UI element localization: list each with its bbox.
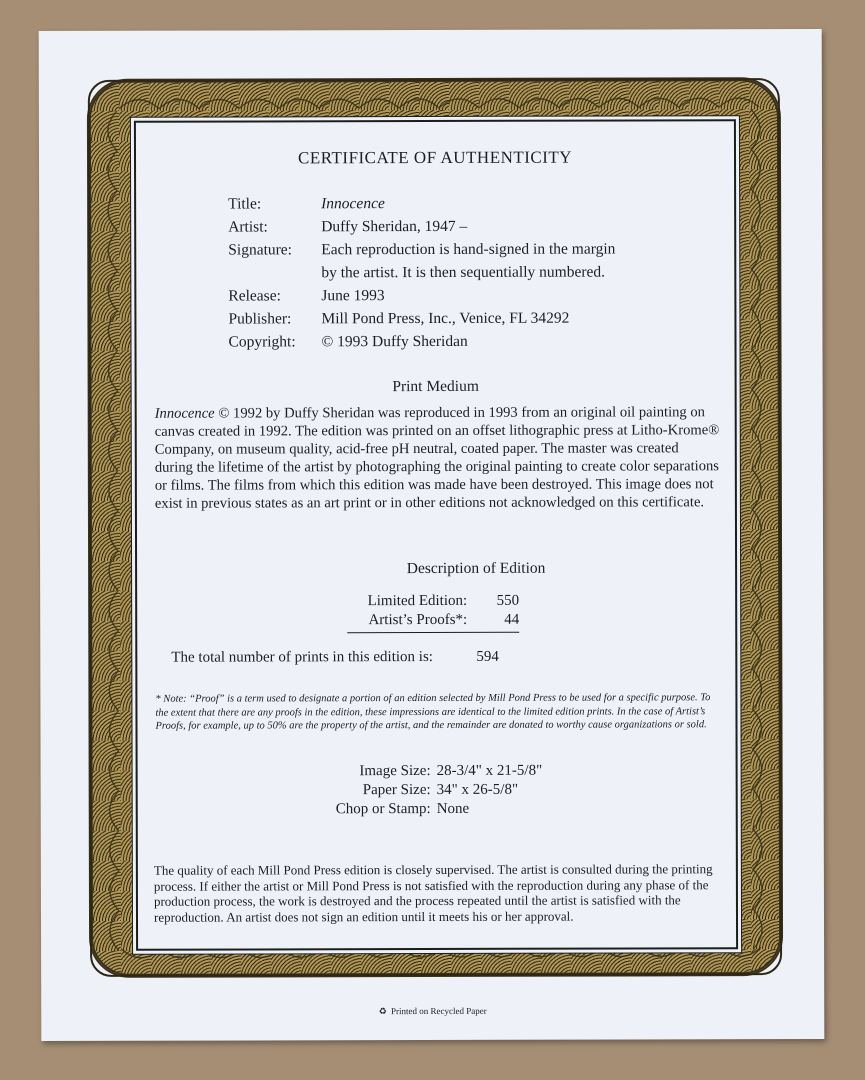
certificate-paper bbox=[39, 29, 825, 1041]
quality-paragraph: The quality of each Mill Pond Press edition is closely supervised. The artist is consulted during the printing process. If either the artist or Mill Pond Press is not satisfied with the reproduction during any phase of the production process, the work is destroyed and the process repeated until the artist is satisfied with the reproduction. An artist does not sign an edition until it meets his or her approval. bbox=[153, 861, 713, 925]
print-medium-heading: Print Medium bbox=[392, 377, 479, 396]
print-medium-paragraph bbox=[155, 403, 720, 512]
size-row bbox=[316, 762, 543, 782]
fact-row-copyright bbox=[228, 329, 666, 353]
fact-row-signature-cont bbox=[228, 260, 666, 284]
fact-row-signature bbox=[228, 237, 666, 261]
fact-label: Copyright: bbox=[228, 333, 296, 351]
proof-note: * Note: “Proof” is a term used to designate a portion of an edition selected by Mill Pond Press to be used for a specific purpose. To the extent that there are any proofs in the edition, these impressions are identical to the limited edition prints. In the case of Artist’s Proofs, for example, up to 50% are the property of the artist, and the remainder are donated to worthy cause organizations or sold. bbox=[155, 692, 711, 732]
total-value: 594 bbox=[476, 648, 499, 665]
size-label: Paper Size: bbox=[362, 782, 431, 799]
fact-row-release bbox=[228, 283, 666, 307]
certificate-body bbox=[134, 119, 738, 951]
size-label: Image Size: bbox=[359, 763, 431, 780]
total-prints bbox=[171, 649, 511, 667]
size-label: Chop or Stamp: bbox=[335, 801, 431, 818]
edition-value: 550 bbox=[496, 592, 520, 609]
edition-label: Artist’s Proofs*: bbox=[368, 611, 468, 629]
fact-label: Artist: bbox=[228, 218, 268, 236]
fact-label: Title: bbox=[228, 195, 262, 213]
artwork-title: Innocence bbox=[154, 405, 215, 422]
edition-table bbox=[347, 592, 519, 633]
total-label: The total number of prints in this edition is: bbox=[171, 648, 433, 666]
fact-value: by the artist. It is then sequentially numbered. bbox=[321, 263, 606, 282]
footer-text: Printed on Recycled Paper bbox=[391, 1005, 487, 1017]
size-row bbox=[316, 781, 543, 801]
sizes-list bbox=[316, 762, 543, 820]
fact-row-publisher bbox=[228, 306, 666, 330]
fact-value: June 1993 bbox=[321, 287, 385, 305]
fact-label: Release: bbox=[228, 287, 281, 305]
fact-label: Publisher: bbox=[228, 310, 292, 328]
fact-label bbox=[228, 261, 321, 284]
size-value: None bbox=[436, 800, 470, 817]
fact-label: Signature: bbox=[228, 241, 292, 259]
facts-list bbox=[228, 191, 666, 353]
size-value: 34" x 26-5/8" bbox=[436, 781, 519, 798]
fact-value: Innocence bbox=[321, 195, 385, 213]
size-value: 28-3/4" x 21-5/8" bbox=[436, 762, 543, 779]
edition-value: 44 bbox=[504, 611, 520, 628]
size-row bbox=[316, 800, 543, 820]
edition-label: Limited Edition: bbox=[367, 592, 468, 610]
fact-row-title bbox=[228, 191, 666, 215]
certificate-title: CERTIFICATE OF AUTHENTICITY bbox=[297, 147, 573, 168]
edition-heading: Description of Edition bbox=[406, 559, 546, 578]
recycle-icon: ♻ bbox=[378, 1006, 387, 1017]
edition-row bbox=[347, 592, 519, 611]
print-medium-text: © 1992 by Duffy Sheridan was reproduced in 1993 from an original oil painting on canvas created in 1992. The edition was printed on an offset lithographic press at Litho-Krome® Company, on museum quality, acid-free pH neutral, coated paper. The master was created during the lifetime of the artist by photographing the original painting to create color separations or films. The films from which this edition was made have been destroyed. This image does not exist in previous states as an art print or in other editions not acknowledged on this certificate. bbox=[154, 404, 720, 512]
fact-value: Each reproduction is hand-signed in the margin bbox=[321, 240, 616, 259]
fact-value: Duffy Sheridan, 1947 – bbox=[321, 217, 468, 236]
fact-value: Mill Pond Press, Inc., Venice, FL 34292 bbox=[321, 309, 570, 328]
fact-value: © 1993 Duffy Sheridan bbox=[321, 332, 468, 351]
footer bbox=[41, 1005, 824, 1018]
fact-row-artist bbox=[228, 214, 666, 238]
edition-row bbox=[347, 611, 519, 630]
